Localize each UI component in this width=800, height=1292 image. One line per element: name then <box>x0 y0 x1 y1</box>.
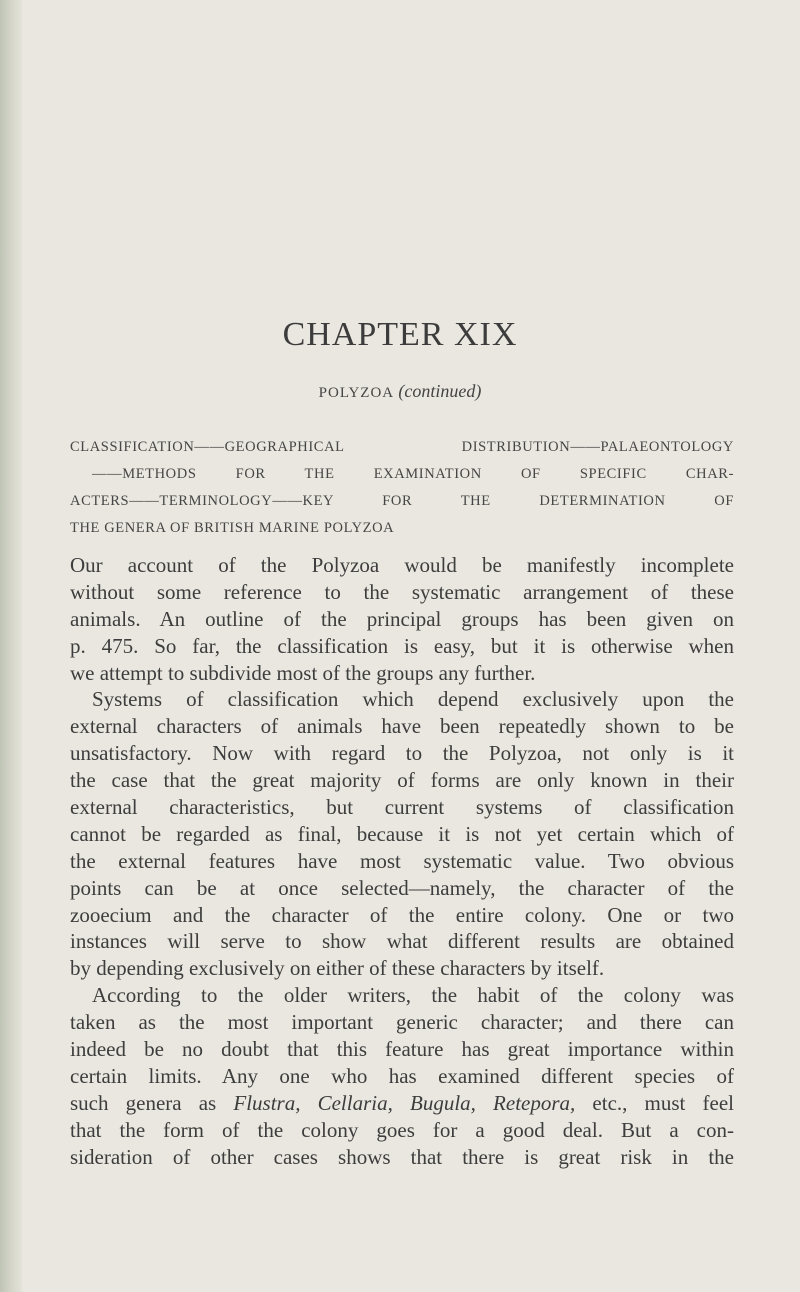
body-line: points can be at once selected—namely, the character of the <box>70 875 734 900</box>
chapter-subtitle <box>0 381 800 402</box>
synopsis-line: CLASSIFICATION——GEOGRAPHICAL DISTRIBUTION——PALAEONTOLOGY <box>70 439 734 455</box>
body-segment: etc., must feel <box>592 1090 734 1115</box>
body-line: by depending exclusively on either of these characters by itself. <box>70 956 605 981</box>
subtitle-note: (continued) <box>398 381 482 401</box>
body-line: that the form of the colony goes for a good deal. But a con- <box>70 1117 734 1142</box>
body-line: taken as the most important generic character; and there can <box>70 1010 734 1035</box>
body-line: the case that the great majority of forms are only known in their <box>70 768 734 793</box>
body-line: certain limits. Any one who has examined different species of <box>70 1063 734 1088</box>
body-line: the external features have most systematic value. Two obvious <box>70 848 734 873</box>
chapter-synopsis <box>70 434 734 542</box>
synopsis-line: ACTERS——TERMINOLOGY——KEY FOR THE DETERMINATION OF <box>70 493 734 509</box>
body-line: Our account of the Polyzoa would be manifestly incomplete <box>70 553 734 577</box>
body-line: we attempt to subdivide most of the groups any further. <box>70 660 536 685</box>
body-text <box>70 552 734 1170</box>
synopsis-line: THE GENERA OF BRITISH MARINE POLYZOA <box>70 520 395 536</box>
genera-names: Flustra, Cellaria, Bugula, Retepora, <box>233 1090 576 1115</box>
body-line: sideration of other cases shows that there is great risk in the <box>70 1144 734 1169</box>
body-line: indeed be no doubt that this feature has great importance within <box>70 1037 734 1062</box>
body-line: animals. An outline of the principal groups has been given on <box>70 606 734 631</box>
body-line-with-genera <box>70 1090 734 1117</box>
body-segment: such genera as <box>70 1090 217 1115</box>
chapter-title: CHAPTER XIX <box>282 316 518 353</box>
body-line: unsatisfactory. Now with regard to the Polyzoa, not only is it <box>70 741 734 766</box>
body-line: external characters of animals have been repeatedly shown to be <box>70 714 734 739</box>
body-line: external characteristics, but current systems of classification <box>70 795 734 820</box>
body-line: instances will serve to show what different results are obtained <box>70 929 734 954</box>
synopsis-line: ——METHODS FOR THE EXAMINATION OF SPECIFIC CHAR- <box>92 466 734 482</box>
body-line: p. 475. So far, the classification is easy, but it is otherwise when <box>70 633 734 658</box>
body-line: According to the older writers, the habit of the colony was <box>92 983 734 1008</box>
subtitle-main: POLYZOA <box>318 385 395 401</box>
body-line: zooecium and the character of the entire colony. One or two <box>70 902 734 927</box>
body-line: cannot be regarded as final, because it is not yet certain which of <box>70 821 734 846</box>
body-line: without some reference to the systematic arrangement of these <box>70 579 734 604</box>
body-line: Systems of classification which depend exclusively upon the <box>92 687 734 712</box>
